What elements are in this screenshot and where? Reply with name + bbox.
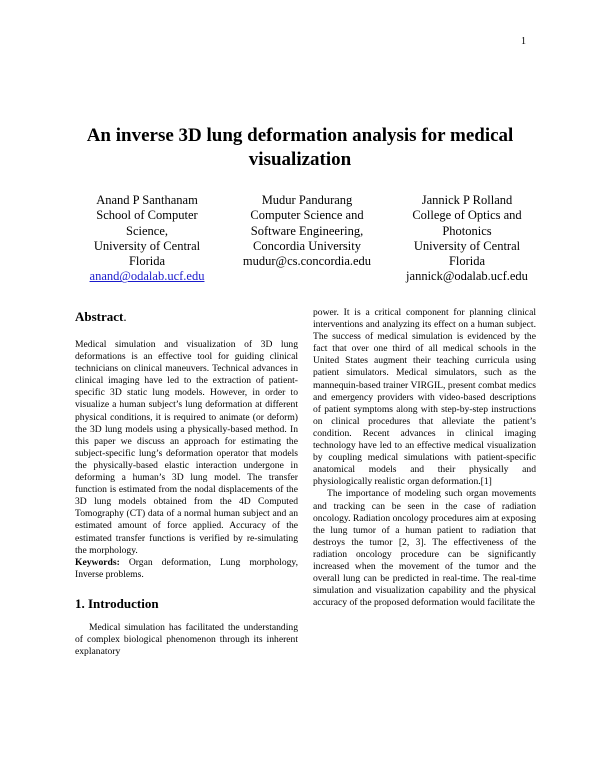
author-2-affiliation-line: Concordia University: [253, 238, 361, 253]
introduction-paragraph: Medical simulation has facilitated the understanding of complex biological phenomenon through its inherent explanatory: [75, 621, 298, 658]
author-1-affiliation-line: University of Central: [93, 238, 201, 253]
right-column-paragraph-1: power. It is a critical component for planning clinical interventions and analyzing its effect on a human subject. The success of medical simulation is evidenced by the fact that over one third of all medical schools in the United States augment their teaching curricula using patient simulators. Medical simulators, such as the mannequin-based trainer VIRGIL, present combat medics and emergency providers with video-based descriptions of patient symptoms along with step-by-step instructions on clinical procedures that alleviate the patient’s condition. Recent advances in clinical imaging technology have led to an effective medical visualization by coupling medical simulations with patient-specific anatomical models and their physically and physiologically realistic organ deformation.[1]: [313, 307, 536, 488]
author-3-affiliation-line: University of Central: [413, 238, 521, 253]
keywords-list: Organ deformation, Lung morphology, Inverse problems.: [75, 556, 298, 580]
right-column: [313, 307, 536, 609]
author-1-name: Anand P Santhanam: [96, 193, 198, 207]
author-1-affiliation-line: Science,: [126, 223, 168, 238]
introduction-heading: 1. Introduction: [75, 595, 159, 611]
author-2-affiliation-line: Computer Science and: [250, 208, 364, 223]
author-3: [392, 193, 542, 285]
author-3-email: jannick@odalab.ucf.edu: [406, 269, 528, 284]
left-column: [75, 307, 298, 658]
author-1-affiliation-line: School of Computer: [96, 208, 198, 223]
abstract-heading: [75, 309, 298, 325]
author-2-name: Mudur Pandurang: [261, 193, 353, 207]
author-2-affiliation-line: Software Engineering,: [250, 223, 364, 238]
paper-title: An inverse 3D lung deformation analysis for medical visualization: [86, 125, 514, 170]
abstract-heading-text: Abstract: [75, 309, 124, 324]
author-1: [72, 193, 222, 285]
author-3-affiliation-line: Florida: [448, 254, 486, 269]
author-3-name: Jannick P Rolland: [421, 193, 513, 207]
author-2-email: mudur@cs.concordia.edu: [242, 254, 372, 269]
author-3-affiliation-line: Photonics: [442, 223, 492, 238]
right-column-paragraph-2: The importance of modeling such organ movements and tracking can be seen in the case of radiation oncology. Radiation oncology procedures aim at exposing the lung tumor of a human patient to radiation that destroys the tumor [2, 3]. The effectiveness of the radiation oncology procedure can be significantly increased when the movement of the tumor and the overall lung can be predicted in real-time. The real-time simulation and visualization capability and the physical accuracy of the proposed deformation would facilitate the: [313, 488, 536, 609]
abstract-heading-period: .: [123, 309, 127, 324]
author-1-affiliation-line: Florida: [128, 254, 166, 269]
keywords-label: Keywords:: [75, 556, 120, 568]
author-2: [232, 193, 382, 285]
abstract-body: Medical simulation and visualization of 3D lung deformations is an effective tool for guiding clinical technicians on clinical maneuvers. Technical advances in clinical imaging have led to the extraction of patient-specific 3D static lung models. However, in order to visualize a human subject’s lung deformation at different physical conditions, it is required to animate (or deform) the 3D lung models using a physically-based method. In this paper we discuss an approach for estimating the subject-specific lung’s deformation operator that models the physically-based elastic interaction undergone in deforming a human’s 3D lung model. The transfer function is estimated from the nodal displacements of the 3D lung models obtained from the 4D Computed Tomography (CT) data of a normal human subject and an estimated amount of force applied. Accuracy of the estimated transfer functions is verified by re-simulating the morphology.: [75, 339, 298, 556]
author-block: [72, 193, 542, 285]
page-number: 1: [521, 36, 526, 47]
author-1-email-link[interactable]: anand@odalab.ucf.edu: [89, 269, 205, 284]
keywords: [75, 557, 298, 581]
author-3-affiliation-line: College of Optics and: [412, 208, 522, 223]
